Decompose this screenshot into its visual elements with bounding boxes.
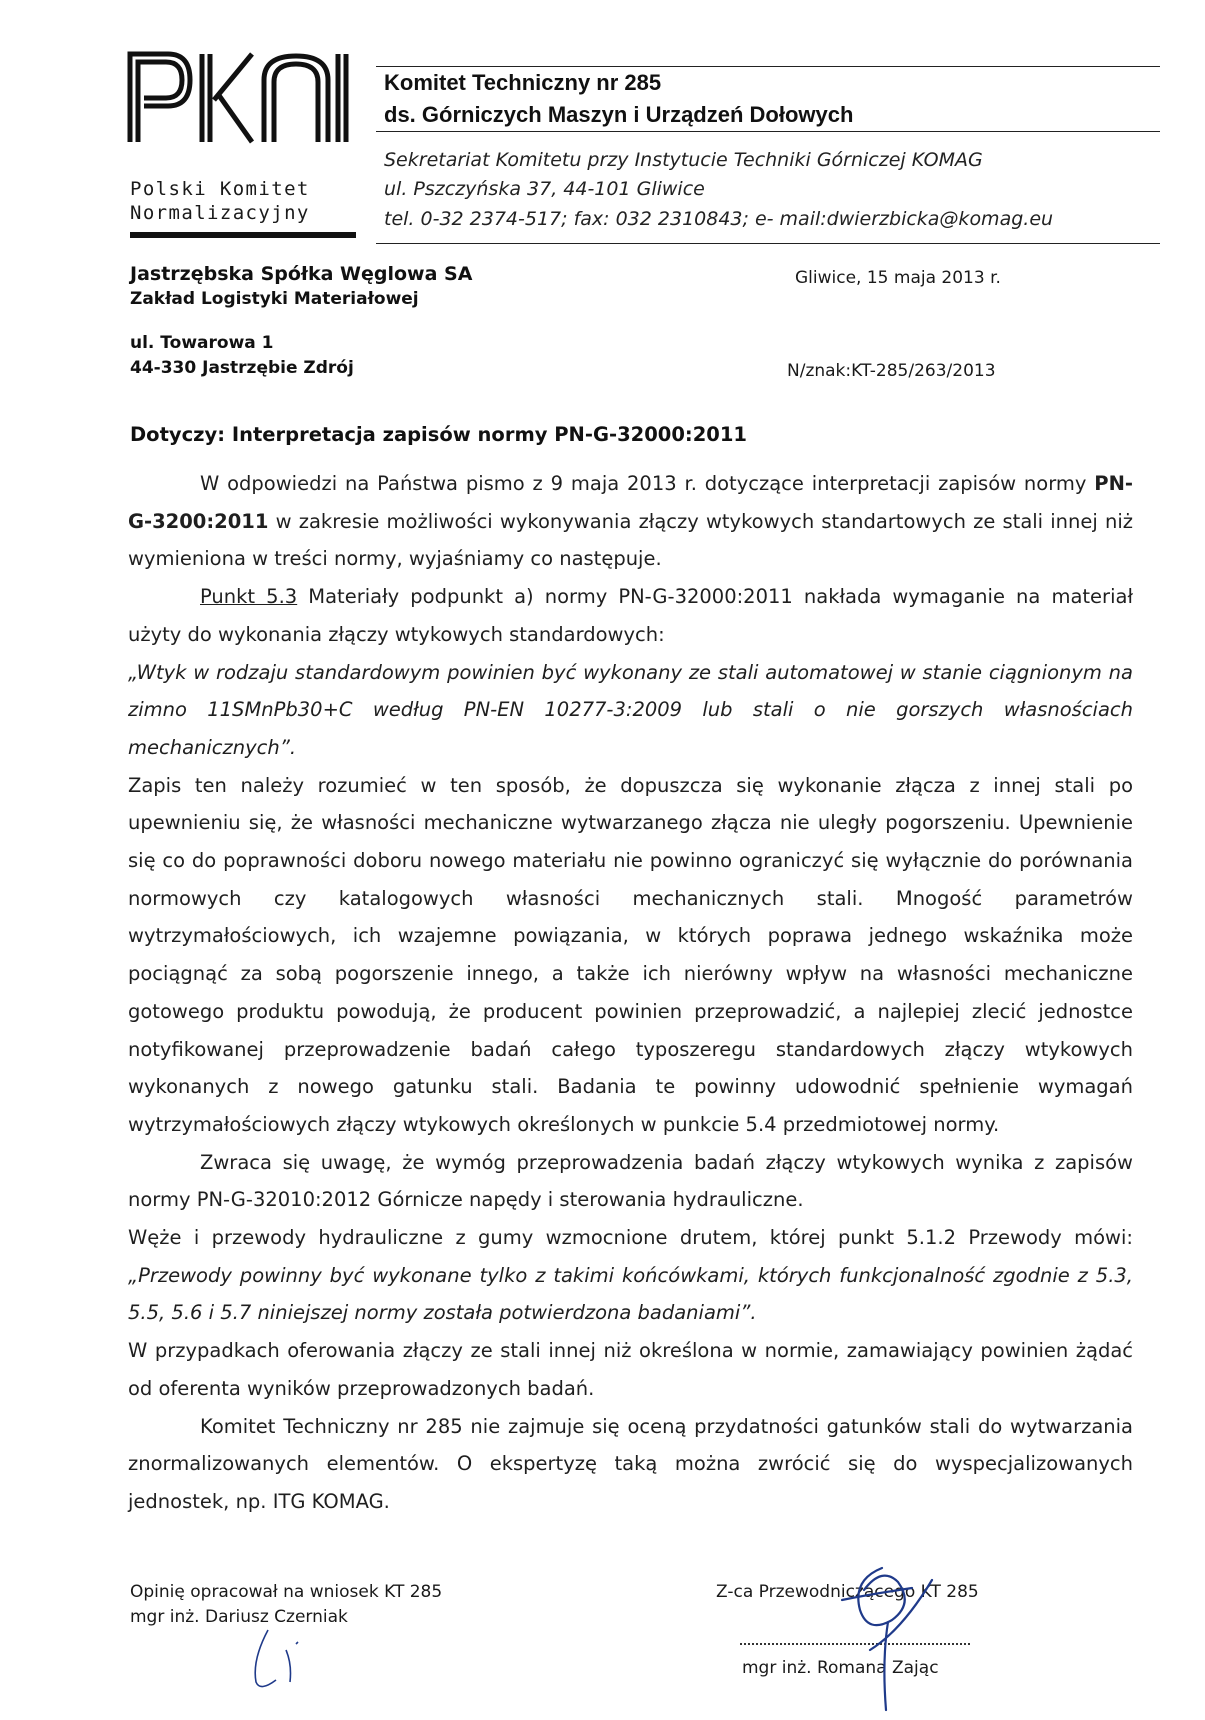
handwritten-initials <box>246 1620 336 1700</box>
letter-date: Gliwice, 15 maja 2013 r. <box>795 268 1001 288</box>
paragraph-6: W przypadkach oferowania złączy ze stali innej niż określona w normie, zamawiający powinien żądać od oferenta wyników przeprowadzonych badań. <box>128 1339 1133 1400</box>
approver-name: mgr inż. Romana Zając <box>742 1658 939 1678</box>
recipient-department: Zakład Logistyki Materiałowej <box>130 289 419 309</box>
committee-subtitle: ds. Górniczych Maszyn i Urządzeń Dołowych <box>384 102 854 127</box>
secretariat-address: ul. Pszczyńska 37, 44-101 Gliwice <box>384 178 705 200</box>
header-divider-top <box>376 66 1160 67</box>
org-name-line1: Polski Komitet <box>130 178 310 200</box>
pkn-logo <box>124 50 364 145</box>
paragraph-4: Zwraca się uwagę, że wymóg przeprowadzenia badań złączy wtykowych wynika z zapisów normy PN-G-32010:2012 Górnicze napędy i sterowania hydrauliczne. <box>128 1150 1133 1212</box>
handwritten-signature <box>812 1560 952 1720</box>
paragraph-1 <box>128 465 1133 578</box>
recipient-city: 44-330 Jastrzębie Zdrój <box>130 358 354 378</box>
standard-number: PN-G-3200:2011 <box>128 472 1133 533</box>
recipient-company: Jastrzębska Spółka Węglowa SA <box>130 263 473 285</box>
paragraph-1-text: W odpowiedzi na Państwa pismo z 9 maja 2013 r. dotyczące interpretacji zapisów normy <box>200 472 1095 495</box>
secretariat-contact: tel. 0-32 2374-517; fax: 032 2310843; e- mail:dwierzbicka@komag.eu <box>384 208 1054 230</box>
recipient-street: ul. Towarowa 1 <box>130 333 274 353</box>
header-divider-middle <box>376 131 1160 132</box>
approver-title: Z-ca Przewodniczącego KT 285 <box>716 1582 979 1602</box>
letter-body <box>128 465 1133 1521</box>
quote-standard: „Wtyk w rodzaju standardowym powinien być wykonany ze stali automatowej w stanie ciągnionym na zimno 11SMnPb30+C według PN-EN 10277-3:2009 lub stali o nie gorszych własnościach mechanicznych”. <box>128 660 1133 759</box>
paragraph-5 <box>128 1219 1133 1332</box>
paragraph-2-text: Materiały podpunkt a) normy PN-G-32000:2011 nakłada wymaganie na materiał użyty do wykonania złączy wtykowych standardowych: <box>128 585 1133 646</box>
logo-underline <box>130 232 356 238</box>
paragraph-5-text: Węże i przewody hydrauliczne z gumy wzmocnione drutem, której punkt 5.1.2 Przewody mówi: <box>128 1226 1133 1250</box>
header-divider-bottom <box>376 243 1160 244</box>
prepared-by-label: Opinię opracował na wniosek KT 285 <box>130 1582 443 1602</box>
org-name-line2: Normalizacyjny <box>130 202 310 224</box>
paragraph-1-text-end: w zakresie możliwości wykonywania złączy wtykowych standartowych ze stali innej niż wymieniona w treści normy, wyjaśniamy co następuje. <box>128 509 1133 571</box>
paragraph-7: Komitet Techniczny nr 285 nie zajmuje się oceną przydatności gatunków stali do wytwarzania znormalizowanych elementów. O ekspertyzę taką można zwrócić się do wyspecjalizowanych jednostek, np. ITG KOMAG. <box>128 1414 1133 1513</box>
prepared-by-name: mgr inż. Dariusz Czerniak <box>130 1607 348 1627</box>
paragraph-2 <box>128 578 1133 653</box>
clause-reference: Punkt 5.3 <box>200 585 298 609</box>
letter-subject: Dotyczy: Interpretacja zapisów normy PN-G-32000:2011 <box>130 423 747 446</box>
reference-number: N/znak:KT-285/263/2013 <box>787 361 996 381</box>
secretariat-line: Sekretariat Komitetu przy Instytucie Techniki Górniczej KOMAG <box>384 149 983 171</box>
paragraph-3: Zapis ten należy rozumieć w ten sposób, że dopuszcza się wykonanie złącza z innej stali po upewnieniu się, że własności mechaniczne wytwarzanego złącza nie uległy pogorszeniu. Upewnienie się co do poprawności doboru nowego materiału nie powinno ograniczyć się wyłącznie do porównania normowych czy katalogowych własności mechanicznych stali. Mnogość parametrów wytrzymałościowych, ich wzajemne powiązania, w których poprawa jednego wskaźnika może pociągnąć za sobą pogorszenie innego, a także ich nierówny wpływ na własności mechaniczne gotowego produktu powodują, że producent powinien przeprowadzić, a najlepiej zlecić jednostce notyfikowanej przeprowadzenie badań całego typoszeregu standardowych złączy wtykowych wykonanych z nowego gatunku stali. Badania te powinny udowodnić spełnienie wymagań wytrzymałościowych złączy wtykowych określonych w punkcie 5.4 przedmiotowej normy. <box>128 773 1133 1136</box>
quote-hoses: „Przewody powinny być wykonane tylko z takimi końcówkami, których funkcjonalność zgodnie z 5.3, 5.5, 5.6 i 5.7 niniejszej normy została potwierdzona badaniami”. <box>128 1263 1133 1325</box>
committee-title: Komitet Techniczny nr 285 <box>384 70 662 95</box>
